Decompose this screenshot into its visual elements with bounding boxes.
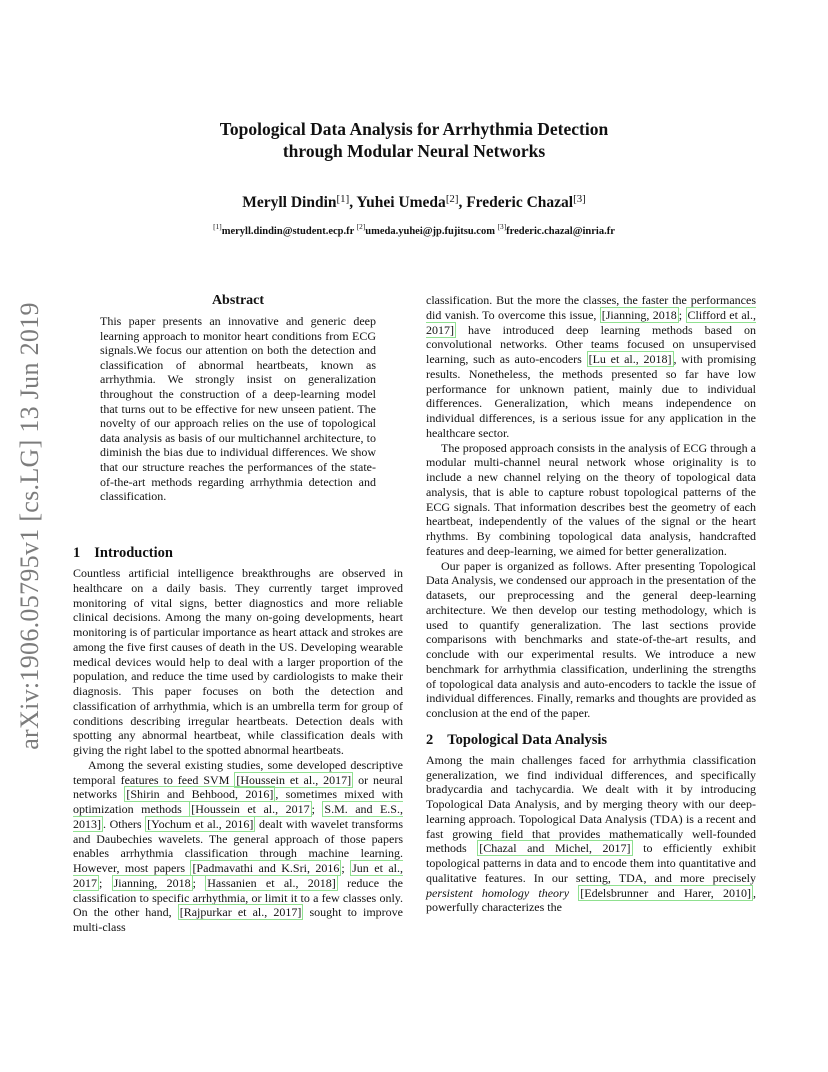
abstract-heading: Abstract bbox=[211, 293, 265, 308]
author-email[interactable]: umeda.yuhei@jp.fujitsu.com bbox=[365, 226, 495, 237]
author-mark: [3] bbox=[573, 193, 586, 205]
paragraph-text: Among the several existing studies, some developed descriptive temporal features to feed SVM bbox=[73, 757, 403, 787]
citation-link[interactable]: Jianning, 2018 bbox=[113, 875, 191, 890]
author-name: Frederic Chazal bbox=[466, 194, 574, 211]
section-number: 1 bbox=[73, 545, 81, 561]
paragraph-text: to efficiently exhibit topological patterns in data and to encode them into quantitative and qualitative features. In our setting, TDA, and more precisely bbox=[426, 841, 756, 885]
paragraph-text: dealt with wavelet transforms and Daubechies wavelets. The general approach of those papers enables arrhythmia classification through machine learning. However, most papers bbox=[73, 816, 404, 875]
section-heading-introduction bbox=[73, 545, 403, 562]
section-heading-tda bbox=[426, 732, 756, 749]
emphasis-term: persistent homology theory bbox=[426, 885, 570, 900]
title-line-1: Topological Data Analysis for Arrhythmia Detection bbox=[219, 119, 609, 139]
citation-link[interactable]: Clifford et al., 2017] bbox=[426, 307, 756, 337]
intro-paragraph-1: Countless artificial intelligence breakthroughs are observed in healthcare on a daily basis. They currently target improved monitoring of vital signs, better diagnostics and more reliable clinical decisions. Among the many on-going developments, heart monitoring is of particular importance as heart attack and strokes are among the five first causes of death in the US. Developing wearable medical devices would help to deal with a larger proportion of the population, and reduce the time used by cardiologists to make their diagnosis. This paper focuses on both the detection and classification of arrhythmia, which is an umbrella term for group of conditions describing irregular heartbeats. Detection deals with spotting any abnormal heartbeat, while classification deals with giving the right label to the spotted abnormal heartbeats. bbox=[73, 566, 403, 757]
arxiv-stamp: arXiv:1906.05795v1 [cs.LG] 13 Jun 2019 bbox=[15, 301, 44, 750]
paragraph-text: or neural networks bbox=[73, 772, 404, 802]
author-email[interactable]: frederic.chazal@inria.fr bbox=[506, 226, 615, 237]
email-mark: [3] bbox=[497, 222, 507, 231]
paragraph-text: ; bbox=[192, 875, 206, 890]
paragraph-text: classification. But the more the classes, the faster the performances did vanish. To overcome this issue, bbox=[426, 293, 756, 322]
citation-link[interactable]: Jun et al., 2017 bbox=[73, 861, 403, 890]
paragraph-text bbox=[569, 886, 578, 900]
paragraph-text: ; bbox=[311, 802, 323, 816]
intro-paragraph-5: Our paper is organized as follows. After presenting Topological Data Analysis, we condensed our approach in the presentation of the datasets, our preprocessing and the general deep-learning architecture. We then develop our testing methodology, which is used to quantify generalization. The last sections provide comparisons with benchmarks and state-of-the-art results, and conclude with our experimental results. We introduce a new benchmark for arrhythmia classification, underlining the strengths of topological data analysis and auto-encoders to tackle the issue of individual differences. Finally, remarks and thoughts are provided as conclusion at the end of the paper. bbox=[426, 558, 756, 720]
paragraph-text: , sometimes mixed with optimization methods bbox=[73, 787, 403, 816]
author-email[interactable]: meryll.dindin@student.ecp.fr bbox=[221, 226, 355, 237]
paragraph-text: sought to improve multi-class bbox=[73, 905, 404, 934]
right-column bbox=[426, 293, 756, 915]
paragraph-text: ; bbox=[99, 875, 112, 890]
citation-link[interactable]: Hassanien et al., 2018] bbox=[207, 875, 336, 890]
author-mark: [1] bbox=[336, 193, 350, 205]
section-title: Introduction bbox=[94, 545, 173, 561]
citation-link[interactable]: [Houssein et al., 2017] bbox=[236, 772, 352, 787]
paper-title bbox=[0, 118, 828, 162]
intro-paragraph-3 bbox=[426, 293, 756, 441]
author-list: Meryll Dindin[1], Yuhei Umeda[2], Frederic Chazal[3] bbox=[242, 193, 586, 211]
intro-paragraph-2 bbox=[73, 758, 403, 935]
paragraph-text: , with promising results. Nonetheless, the methods presented so far have low performance for unknown patient, mainly due to individual differences. Generalization, which means independence on individual differences, is a serious issue for any application in the healthcare sector. bbox=[426, 352, 756, 440]
paragraph-text: ; bbox=[678, 307, 686, 322]
author-name: Yuhei Umeda bbox=[356, 194, 446, 211]
citation-link[interactable]: [Rajpurkar et al., 2017] bbox=[179, 905, 302, 920]
intro-paragraph-4: The proposed approach consists in the analysis of ECG through a modular multi-channel neural network whose originality is to include a new channel relying on the theory of topological data analysis, that is able to capture robust topological patterns of the ECG signals. That information describes best the geometry of each heartbeat, independently of the values of the signal or the heart rhythms. By combining topological data analysis, handcrafted features and deep-learning, we aimed for better generalization. bbox=[426, 440, 756, 558]
paragraph-text: . Others bbox=[103, 816, 146, 831]
left-column bbox=[73, 545, 403, 935]
title-line-2: through Modular Neural Networks bbox=[282, 141, 546, 161]
citation-link[interactable]: [Houssein et al., 2017 bbox=[191, 802, 310, 816]
paragraph-text: have introduced deep learning methods based on convolutional networks. Other teams focused on unsupervised learning, such as auto-encoders bbox=[426, 322, 756, 366]
email-list bbox=[0, 222, 828, 237]
section-title: Topological Data Analysis bbox=[447, 731, 608, 748]
arxiv-sidebar bbox=[10, 288, 50, 763]
citation-link[interactable]: [Lu et al., 2018] bbox=[588, 352, 672, 366]
author-mark: [2] bbox=[445, 193, 459, 205]
email-mark: [2] bbox=[356, 222, 366, 231]
email-mark: [1] bbox=[213, 222, 222, 231]
citation-link[interactable]: [Padmavathi and K.Sri, 2016 bbox=[192, 861, 340, 875]
paragraph-text: Among the main challenges faced for arrhythmia classification generalization, we find individual differences, and specifically bradycardia and tachycardia. We dealt with it by introducing Topological Data Analysis, and by merging theory with our deep-learning approach. Topological Data Analysis (TDA) is a recent and fast growing field that provides mathematically well-founded methods bbox=[426, 752, 756, 856]
tda-paragraph-1 bbox=[426, 753, 756, 915]
citation-link[interactable]: [Chazal and Michel, 2017] bbox=[479, 841, 631, 856]
abstract-section bbox=[100, 293, 376, 504]
paragraph-text: , powerfully characterizes the bbox=[426, 885, 756, 915]
author-name: Meryll Dindin bbox=[242, 194, 337, 211]
abstract-text: This paper presents an innovative and generic deep learning approach to monitor heart conditions from ECG signals.We focus our attention on both the detection and classification of abnormal heartbeats, known as arrhythmia. We strongly insist on generalization throughout the construction of a deep-learning model that turns out to be effective for new unseen patient. The novelty of our approach relies on the use of topological data analysis as basis of our multichannel architecture, to diminish the bias due to individual differences. We show that our structure reaches the performances of the state-of-the-art methods regarding arrhythmia detection and classification. bbox=[100, 314, 376, 504]
citation-link[interactable]: [Jianning, 2018 bbox=[601, 307, 677, 322]
paragraph-text: ; bbox=[341, 861, 351, 875]
citation-link[interactable]: S.M. and E.S., 2013] bbox=[73, 802, 403, 831]
citation-link[interactable]: [Yochum et al., 2016] bbox=[147, 816, 254, 831]
section-number: 2 bbox=[426, 731, 434, 748]
citation-link[interactable]: [Edelsbrunner and Harer, 2010] bbox=[580, 885, 751, 900]
paragraph-text: reduce the classification to specific arrhythmia, or limit it to a few classes only. On the other hand, bbox=[73, 875, 404, 920]
citation-link[interactable]: [Shirin and Behbood, 2016] bbox=[126, 787, 274, 802]
